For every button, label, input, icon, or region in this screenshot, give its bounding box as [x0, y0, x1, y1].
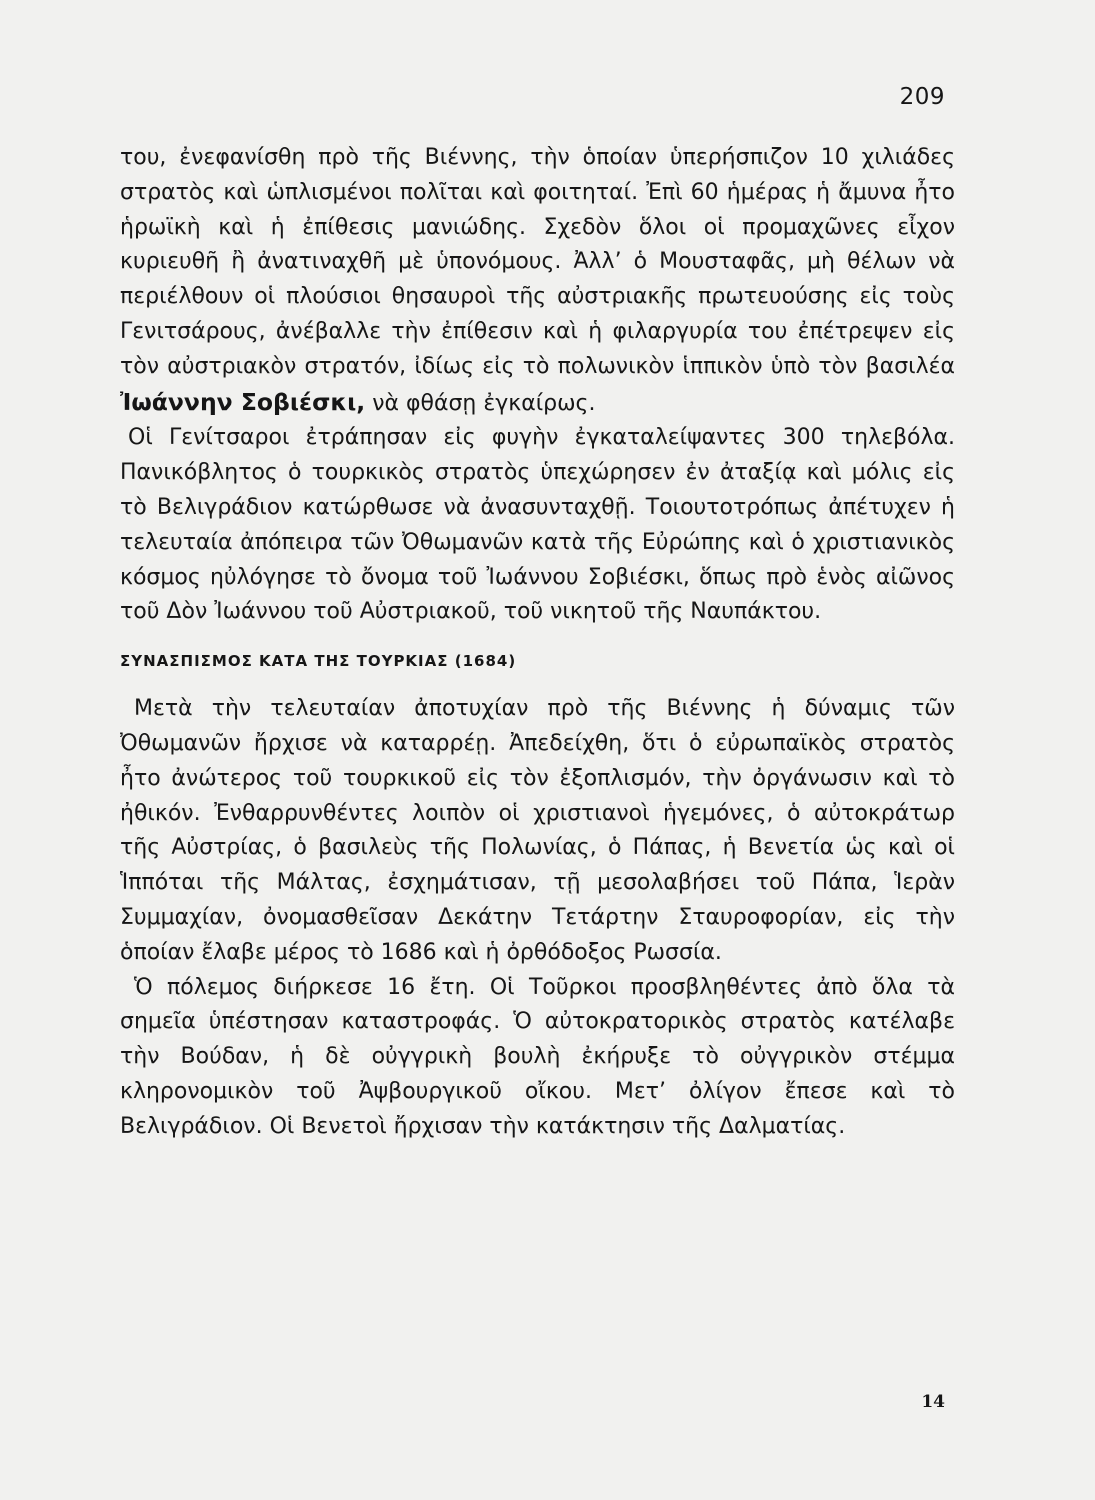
paragraph-holy-league: Μετὰ τὴν τελευταίαν ἀποτυχίαν πρὸ τῆς Βιέννης ἡ δύναμις τῶν Ὀθωμανῶν ἤρχισε νὰ καταρρέῃ. Ἀπεδείχθη, ὅτι ὁ εὐρωπαϊκὸς στρατὸς ἦτο ἀνώτερος τοῦ τουρκικοῦ εἰς τὸν ἐξοπλισμόν, τὴν ὀργάνωσιν καὶ τὸ ἠθικόν. Ἐνθαρρυνθέντες λοιπὸν οἱ χριστιανοὶ ἡγεμόνες, ὁ αὐτοκράτωρ τῆς Αὐστρίας, ὁ βασιλεὺς τῆς Πολωνίας, ὁ Πάπας, ἡ Βενετία ὡς καὶ οἱ Ἱππόται τῆς Μάλτας, ἐσχημάτισαν, τῇ μεσολαβήσει τοῦ Πάπα, Ἱερὰν Συμμαχίαν, ὀνομασθεῖσαν Δεκάτην Τετάρτην Σταυροφορίαν, εἰς τὴν ὁποίαν ἔλαβε μέρος τὸ 1686 καὶ ἡ ὀρθόδοξος Ρωσσία.: [120, 696, 955, 965]
signature-mark: 14: [921, 1392, 945, 1412]
page-number: 209: [899, 84, 945, 110]
paragraph-1-text: του, ἐνεφανίσθη πρὸ τῆς Βιέννης, τὴν ὁποίαν ὑπερήσπιζον 10 χιλιάδες στρατὸς καὶ ὡπλισμένοι πολῖται καὶ φοιτηταί. Ἐπὶ 60 ἡμέρας ἡ ἄμυνα ἦτο ἡρωϊκὴ καὶ ἡ ἐπίθεσις μανιώδης. Σχεδὸν ὅλοι οἱ προμαχῶνες εἶχον κυριευθῆ ἢ ἀνατιναχθῆ μὲ ὑπονόμους. Ἀλλ’ ὁ Μουσταφᾶς, μὴ θέλων νὰ περιέλθουν οἱ πλούσιοι θησαυροὶ τῆς αὐστριακῆς πρωτευούσης εἰς τοὺς Γενιτσάρους, ἀνέβαλλε τὴν ἐπίθεσιν καὶ ἡ φιλαργυρία του ἐπέτρεψεν εἰς τὸν αὐστριακὸν στρατόν, ἰδίως εἰς τὸ πολωνικὸν ἱππικὸν ὑπὸ τὸν βασιλέα: [120, 145, 955, 379]
page-body: [120, 141, 955, 1145]
paragraph-janissaries-flight: Οἱ Γενίτσαροι ἐτράπησαν εἰς φυγὴν ἐγκαταλείψαντες 300 τηλεβόλα. Πανικόβλητος ὁ τουρκικὸς στρατὸς ὑπεχώρησεν ἐν ἀταξίᾳ καὶ μόλις εἰς τὸ Βελιγράδιον κατώρθωσε νὰ ἀνασυνταχθῇ. Τοιουτοτρόπως ἀπέτυχεν ἡ τελευταία ἀπόπειρα τῶν Ὀθωμανῶν κατὰ τῆς Εὐρώπης καὶ ὁ χριστιανικὸς κόσμος ηὐλόγησε τὸ ὄνομα τοῦ Ἰωάννου Σοβιέσκι, ὅπως πρὸ ἑνὸς αἰῶνος τοῦ Δὸν Ἰωάννου τοῦ Αὐστριακοῦ, τοῦ νικητοῦ τῆς Ναυπάκτου.: [120, 425, 955, 625]
paragraph-war-duration: Ὁ πόλεμος διήρκεσε 16 ἔτη. Οἱ Τοῦρκοι προσβληθέντες ἀπὸ ὅλα τὰ σημεῖα ὑπέστησαν καταστροφάς. Ὁ αὐτοκρατορικὸς στρατὸς κατέλαβε τὴν Βούδαν, ἡ δὲ οὐγγρικὴ βουλὴ ἐκήρυξε τὸ οὐγγρικὸν στέμμα κληρονομικὸν τοῦ Ἀψβουργικοῦ οἴκου. Μετ’ ὀλίγον ἔπεσε καὶ τὸ Βελιγράδιον. Οἱ Βενετοὶ ἤρχισαν τὴν κατάκτησιν τῆς Δαλματίας.: [120, 974, 955, 1139]
section-heading: ΣΥΝΑΣΠΙΣΜΟΣ ΚΑΤΑ ΤΗΣ ΤΟΥΡΚΙΑΣ (1684): [120, 652, 517, 671]
bold-name-sobieski: Ἰωάννην Σοβιέσκι,: [120, 387, 366, 416]
paragraph-vienna-siege: [120, 141, 955, 421]
paragraph-1-ending: νὰ φθάσῃ ἐγκαίρως.: [372, 390, 596, 416]
